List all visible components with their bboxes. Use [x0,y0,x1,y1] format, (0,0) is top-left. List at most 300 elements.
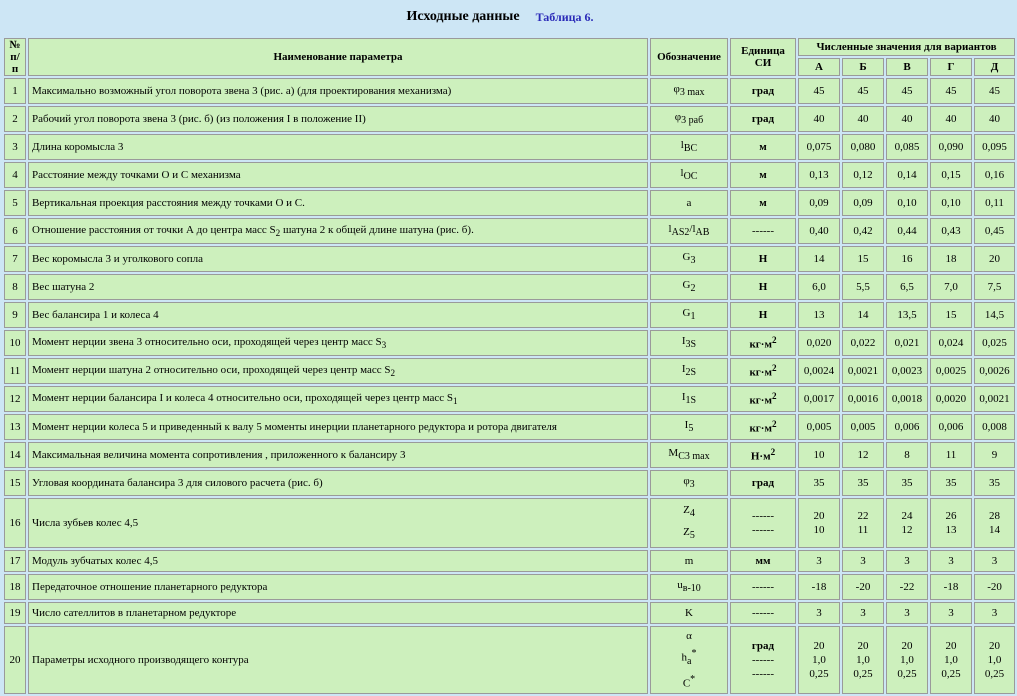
table-row [4,162,1015,188]
parameter-name-text: Рабочий угол поворота звена 3 (рис. б) (из положения I в положение II) [32,113,366,125]
unit-text: кг·м [749,422,772,435]
variant-value: 10 [798,442,840,468]
parameter-symbol [650,162,728,188]
parameter-name [28,498,648,548]
unit-text: ------ [752,607,774,619]
value-stack [890,509,924,537]
parameter-name-text: Передаточное отношение планетарного редуктора [32,581,268,593]
unit-superscript: 2 [771,391,777,402]
unit-text: град [751,85,775,97]
value-line: 20 [945,640,957,652]
parameter-name [28,574,648,600]
unit-text: м [759,169,767,181]
unit-text: кг·м [749,366,772,379]
unit-text: ------ [752,581,774,593]
variant-value [842,498,884,548]
variant-value: -22 [886,574,928,600]
symbol-line [654,671,724,693]
parameter-symbol [650,442,728,468]
symbol-subscript: a [687,656,692,668]
table-row [4,470,1015,496]
unit-line: ------ [752,510,774,522]
parameter-name [28,302,648,328]
variant-value: 3 [974,550,1015,572]
variant-value: 16 [886,246,928,272]
unit-stack [734,639,792,681]
parameter-name-tail: шатуна 2 к общей длине шатуна (рис. б). [280,223,474,236]
symbol-subscript: OC [683,171,698,183]
unit-si [730,218,796,244]
value-line: 1,0 [900,654,914,666]
symbol-line [654,627,724,645]
unit-si [730,106,796,132]
variant-value [930,498,972,548]
header-values-group: Численные значения для вариантов [798,38,1015,56]
heading-title: Исходные данные [406,9,520,24]
value-stack [846,639,880,681]
value-line: 24 [901,510,913,522]
table-row [4,190,1015,216]
variant-value: 7,5 [974,274,1015,300]
row-number: 15 [4,470,26,496]
value-line: 13 [945,524,957,536]
value-stack [802,639,836,681]
unit-text: Н [758,253,768,265]
unit-text: Н·м [750,450,771,463]
row-number: 20 [4,626,26,694]
unit-si [730,190,796,216]
parameter-name-subscript: 2 [390,368,396,379]
row-number: 17 [4,550,26,572]
unit-text: м [759,141,767,153]
value-stack [846,509,880,537]
value-line: 20 [857,640,869,652]
variant-value: 45 [930,78,972,104]
value-stack [802,509,836,537]
unit-text: мм [755,555,771,567]
table-row [4,302,1015,328]
row-number: 18 [4,574,26,600]
variant-value: 13,5 [886,302,928,328]
parameter-symbol [650,470,728,496]
value-line: 1,0 [944,654,958,666]
header-num: № п/п [4,38,26,76]
row-number: 10 [4,330,26,356]
parameter-name [28,106,648,132]
value-line: 0,25 [853,668,873,680]
variant-value: 0,0017 [798,386,840,412]
symbol-subscript: 3 max [679,87,705,99]
table-caption: Таблица 6. [535,9,594,24]
unit-si [730,550,796,572]
row-number: 4 [4,162,26,188]
parameter-symbol [650,574,728,600]
variant-value [798,626,840,694]
unit-si [730,574,796,600]
parameter-name-text: Момент нерции колеса 5 и приведенный к валу 5 моменты инерции планетарного редуктора и ротора двигателя [32,421,557,433]
variant-value: 0,0020 [930,386,972,412]
parameter-name-subscript: 3 [381,340,387,351]
symbol-line [654,501,724,523]
parameter-name-text: Момент нерции шатуна 2 относительно оси, проходящей через центр масс S [32,363,391,376]
unit-line: ------ [752,654,774,666]
variant-value: 0,44 [886,218,928,244]
symbol-main: φ [674,111,682,124]
variant-value [842,626,884,694]
parameter-symbol [650,498,728,548]
unit-si [730,78,796,104]
unit-text: град [751,477,775,489]
unit-si [730,386,796,412]
unit-si [730,358,796,384]
unit-text: град [751,113,775,125]
variant-value: 40 [842,106,884,132]
symbol-main: I [681,335,686,348]
variant-value: 0,025 [974,330,1015,356]
variant-value: 14,5 [974,302,1015,328]
variant-value [930,626,972,694]
table-body [4,78,1015,694]
symbol-main: φ [673,83,680,96]
symbol-superscript: * [690,674,696,686]
parameter-name-text: Момент нерции звена 3 относительно оси, проходящей через центр масс S [32,335,382,348]
symbol-subscript: C3 max [678,451,710,463]
parameter-name-text: Максимально возможный угол поворота звена 3 (рис. а) (для проектирования механизма) [32,85,452,97]
parameter-name [28,218,648,244]
table-row [4,602,1015,624]
variant-value: 0,09 [798,190,840,216]
symbol-main: M [668,447,679,460]
table-row [4,78,1015,104]
unit-si [730,134,796,160]
symbol-main: m [684,555,694,567]
value-line: 1,0 [987,654,1002,666]
symbol-main: φ [683,475,690,488]
unit-si [730,246,796,272]
variant-value: 0,15 [930,162,972,188]
variant-value: 0,0021 [974,386,1015,412]
header-variant-a: А [798,58,840,76]
table-row [4,386,1015,412]
row-number: 5 [4,190,26,216]
value-line: 1,0 [856,654,870,666]
parameter-symbol [650,358,728,384]
parameter-symbol [650,106,728,132]
symbol-main: K [685,607,693,619]
variant-value: 0,10 [886,190,928,216]
symbol-main: Z [683,503,690,516]
table-row [4,246,1015,272]
unit-si [730,442,796,468]
table-row [4,414,1015,440]
unit-text: кг·м [749,394,772,407]
parameter-name-text: Числа зубьев колес 4,5 [32,517,139,529]
parameter-name [28,274,648,300]
value-stack [934,639,968,681]
variant-value: 0,005 [842,414,884,440]
variant-value: 0,0018 [886,386,928,412]
variant-value: 0,021 [886,330,928,356]
unit-si [730,602,796,624]
header-name: Наименование параметра [28,38,648,76]
parameter-name-text: Угловая координата балансира 3 для силового расчета (рис. б) [32,477,323,489]
unit-stack [734,509,792,537]
variant-value: 13 [798,302,840,328]
parameter-symbol [650,386,728,412]
variant-value: 35 [798,470,840,496]
variant-value: -20 [842,574,884,600]
header-variant-d: Д [974,58,1015,76]
symbol-subscript: в-10 [682,583,701,595]
value-line: 0,25 [897,668,917,680]
variant-value: 0,020 [798,330,840,356]
symbol-main-2: /l [689,223,696,236]
row-number: 3 [4,134,26,160]
row-number: 8 [4,274,26,300]
parameter-symbol [650,190,728,216]
parameter-name-text: Модуль зубчатых колес 4,5 [32,555,158,567]
header-variant-g: Г [930,58,972,76]
variant-value: 3 [798,602,840,624]
unit-line: град [751,640,775,652]
unit-si [730,162,796,188]
value-line: 12 [901,524,913,536]
variant-value: 0,085 [886,134,928,160]
variant-value: 3 [974,602,1015,624]
variant-value: 0,13 [798,162,840,188]
variant-value: 3 [798,550,840,572]
table-row [4,134,1015,160]
variant-value: 7,0 [930,274,972,300]
parameter-symbol [650,626,728,694]
variant-value [886,626,928,694]
unit-text: кг·м [749,338,772,351]
variant-value: 9 [974,442,1015,468]
variant-value: 0,11 [974,190,1015,216]
symbol-main: a [686,197,692,209]
variant-value: 45 [798,78,840,104]
symbol-subscript: 5 [688,423,694,435]
parameter-name-subscript: 1 [453,396,458,407]
parameter-name [28,78,648,104]
parameter-name-text: Расстояние между точками О и С механизма [32,169,241,181]
symbol-main: C [682,677,691,690]
parameter-name-text: Число сателлитов в планетарном редукторе [32,607,237,619]
parameter-name-text: Момент нерции балансира I и колеса 4 относительно оси, проходящей через центр масс S [32,391,453,404]
parameter-symbol [650,550,728,572]
symbol-main: α [686,630,692,643]
symbol-subscript: 3 раб [681,115,704,127]
variant-value [886,498,928,548]
table-row [4,274,1015,300]
unit-text: Н [758,309,768,321]
variant-value: 0,45 [974,218,1015,244]
value-line: 1,0 [812,654,826,666]
variant-value: 3 [930,602,972,624]
header-unit: Единица СИ [730,38,796,76]
variant-value: 40 [798,106,840,132]
header-variant-b: Б [842,58,884,76]
variant-value: 12 [842,442,884,468]
variant-value: 45 [886,78,928,104]
table-row [4,330,1015,356]
table-row [4,358,1015,384]
unit-text: ------ [752,225,774,237]
variant-value: -20 [974,574,1015,600]
variant-value: -18 [930,574,972,600]
unit-si [730,498,796,548]
variant-value: 0,095 [974,134,1015,160]
variant-value: 0,09 [842,190,884,216]
variant-value: 0,024 [930,330,972,356]
variant-value: 3 [930,550,972,572]
variant-value: 0,14 [886,162,928,188]
variant-value: 40 [930,106,972,132]
unit-line: ------ [752,524,774,536]
variant-value: 15 [842,246,884,272]
table-row [4,550,1015,572]
parameter-symbol [650,330,728,356]
unit-text: Н [758,281,768,293]
parameter-name [28,330,648,356]
value-stack [978,509,1011,537]
symbol-subscript: BC [683,143,698,155]
table-row [4,498,1015,548]
parameter-name [28,162,648,188]
variant-value: 5,5 [842,274,884,300]
row-number: 16 [4,498,26,548]
parameter-symbol [650,302,728,328]
variant-value: 3 [886,602,928,624]
variant-value: 15 [930,302,972,328]
parameter-name-text: Вес шатуна 2 [32,281,95,293]
symbol-stack [654,627,724,693]
parameter-symbol [650,414,728,440]
symbol-main: l [680,167,684,180]
value-line: 10 [813,524,825,536]
symbol-main: I [681,363,686,376]
variant-value: 35 [886,470,928,496]
parameter-symbol [650,602,728,624]
parameter-name [28,246,648,272]
variant-value: 3 [886,550,928,572]
value-line: 0,25 [941,668,961,680]
row-number: 6 [4,218,26,244]
unit-superscript: 2 [771,335,777,346]
variant-value: 45 [842,78,884,104]
parameter-name [28,626,648,694]
unit-superscript: 2 [770,447,776,458]
variant-value: 18 [930,246,972,272]
value-stack [934,509,968,537]
symbol-main: h [681,651,688,664]
variant-value: 0,0021 [842,358,884,384]
symbol-main: l [680,139,684,152]
variant-value: 11 [930,442,972,468]
unit-si [730,414,796,440]
variant-value: 35 [974,470,1015,496]
variant-value: 0,43 [930,218,972,244]
variant-value: 14 [842,302,884,328]
value-line: 20 [813,640,825,652]
symbol-subscript: 2S [685,367,697,379]
symbol-subscript-2: AB [695,227,710,239]
row-number: 1 [4,78,26,104]
variant-value: 0,0023 [886,358,928,384]
symbol-main: l [668,223,672,236]
symbol-stack [654,501,724,545]
symbol-subscript: 2 [690,283,696,295]
variant-value: 0,42 [842,218,884,244]
row-number: 2 [4,106,26,132]
variant-value: 45 [974,78,1015,104]
symbol-main: G [682,279,691,292]
symbol-main: I [681,391,686,404]
symbol-superscript: * [691,648,697,660]
value-line: 20 [901,640,913,652]
parameter-name [28,442,648,468]
parameter-name [28,414,648,440]
variant-value: 0,008 [974,414,1015,440]
symbol-subscript: 4 [689,508,695,519]
symbol-subscript: 5 [689,530,695,542]
variant-value: 14 [798,246,840,272]
variant-value: 0,090 [930,134,972,160]
variant-value: 0,16 [974,162,1015,188]
parameter-name [28,386,648,412]
parameter-name [28,550,648,572]
variant-value: 40 [886,106,928,132]
unit-si [730,330,796,356]
variant-value: 0,0016 [842,386,884,412]
parameter-name-text: Длина коромысла 3 [32,141,124,153]
variant-value: -18 [798,574,840,600]
value-stack [978,639,1011,681]
symbol-main: G [682,251,691,264]
value-line: 0,25 [809,668,829,680]
variant-value: 0,075 [798,134,840,160]
symbol-subscript: 3 [690,255,696,267]
variant-value: 0,005 [798,414,840,440]
value-line: 20 [989,640,1001,652]
variant-value: 35 [930,470,972,496]
table-row [4,106,1015,132]
parameter-name-text: Вес коромысла 3 и уголкового сопла [32,253,204,265]
row-number: 14 [4,442,26,468]
variant-value: 0,006 [886,414,928,440]
variant-value: 0,10 [930,190,972,216]
symbol-subscript: 1 [690,311,696,323]
variant-value: 0,0025 [930,358,972,384]
variant-value: 20 [974,246,1015,272]
value-line: 20 [813,510,825,522]
parameter-name-text: Параметры исходного производящего контура [32,654,249,666]
variant-value: 0,022 [842,330,884,356]
parameters-table [2,36,1017,696]
symbol-subscript: 1S [685,395,697,407]
variant-value: 40 [974,106,1015,132]
variant-value [974,498,1015,548]
parameter-name-text: Вес балансира 1 и колеса 4 [32,309,159,321]
unit-si [730,302,796,328]
parameter-symbol [650,78,728,104]
unit-si [730,626,796,694]
symbol-line [654,523,724,545]
row-number: 9 [4,302,26,328]
unit-text: м [759,197,767,209]
parameter-name-text: Максимальная величина момента сопротивления , приложенного к балансиру 3 [32,449,406,461]
value-line: 11 [857,524,869,536]
